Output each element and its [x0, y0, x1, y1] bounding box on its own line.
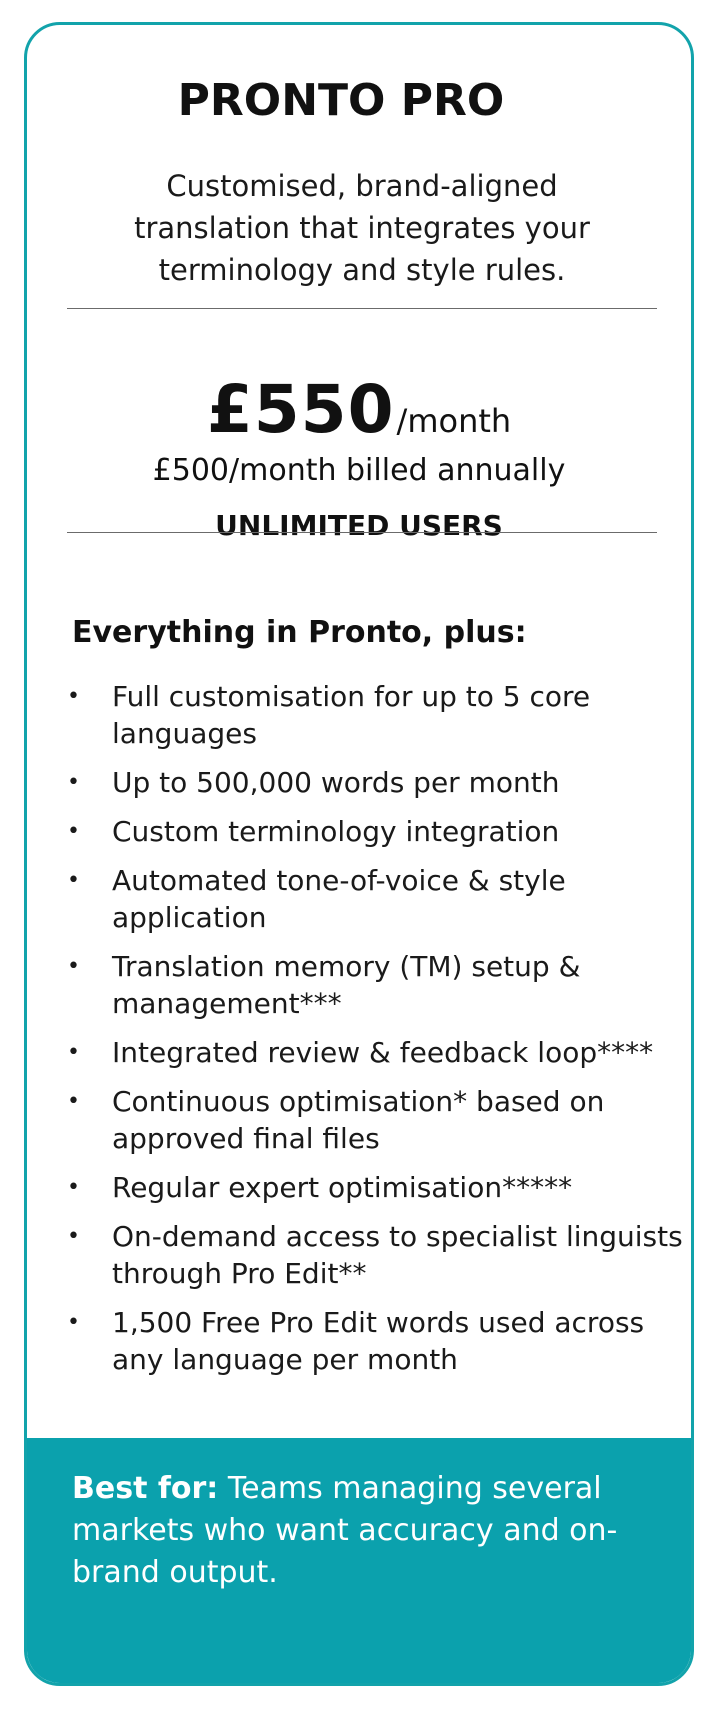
bullet-icon: • [67, 1310, 80, 1335]
top-divider [67, 308, 657, 309]
list-item [67, 813, 694, 850]
price-amount: £550 [206, 371, 395, 448]
price-row [27, 371, 691, 448]
list-item [67, 862, 694, 936]
price-period: /month [396, 402, 512, 440]
feature-list [67, 678, 694, 1390]
feature-text: On-demand access to specialist linguists through Pro Edit** [112, 1220, 683, 1290]
pricing-card [24, 22, 694, 1686]
bullet-icon: • [67, 1175, 80, 1200]
best-for-label: Best for: [72, 1471, 219, 1506]
feature-text: Integrated review & feedback loop**** [112, 1036, 654, 1069]
bullet-icon: • [67, 1040, 80, 1065]
list-item [67, 948, 694, 1022]
list-item [67, 678, 694, 752]
best-for-description: Teams managing several markets who want accuracy and on-brand output. [72, 1471, 618, 1590]
bullet-icon: • [67, 1089, 80, 1114]
best-for-text [72, 1468, 642, 1594]
feature-text: Translation memory (TM) setup & management*** [112, 950, 581, 1020]
feature-text: Continuous optimisation* based on approved final files [112, 1085, 605, 1155]
feature-text: Full customisation for up to 5 core languages [112, 680, 591, 750]
feature-text: Automated tone-of-voice & style application [112, 864, 566, 934]
list-item [67, 764, 694, 801]
bullet-icon: • [67, 868, 80, 893]
best-for-banner [27, 1438, 691, 1686]
list-item [67, 1034, 694, 1071]
annual-price: £500/month billed annually [152, 453, 566, 488]
list-item [67, 1218, 694, 1292]
list-item [67, 1169, 694, 1206]
bullet-icon: • [67, 1224, 80, 1249]
bullet-icon: • [67, 954, 80, 979]
bullet-icon: • [67, 770, 80, 795]
features-heading: Everything in Pronto, plus: [72, 615, 527, 650]
feature-text: Up to 500,000 words per month [112, 766, 560, 799]
list-item [67, 1304, 694, 1378]
bullet-icon: • [67, 684, 80, 709]
feature-text: 1,500 Free Pro Edit words used across any language per month [112, 1306, 645, 1376]
plan-name: PRONTO PRO [177, 75, 505, 126]
bullet-icon: • [67, 819, 80, 844]
feature-text: Regular expert optimisation***** [112, 1171, 573, 1204]
feature-text: Custom terminology integration [112, 815, 560, 848]
plan-description: Customised, brand-aligned translation that integrates your terminology and style rules. [134, 169, 590, 287]
bottom-divider [67, 532, 657, 533]
users-badge: UNLIMITED USERS [215, 509, 503, 542]
list-item [67, 1083, 694, 1157]
